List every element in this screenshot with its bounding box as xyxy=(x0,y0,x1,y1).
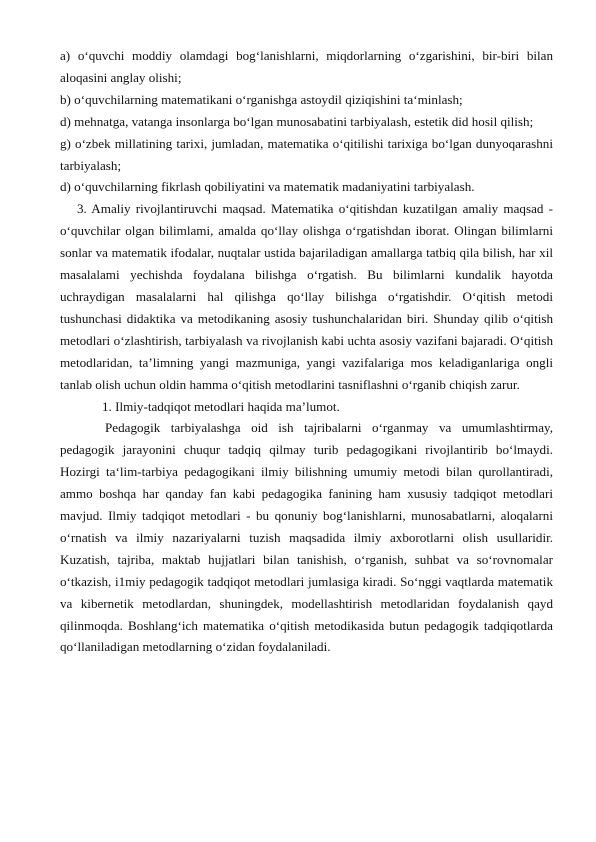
paragraph-research-methods: Pedagogik tarbiyalashga oid ish tajribalarni o‘rganmay va umumlashtirmay, pedagogik jarayonini chuqur tadqiq qilmay turib pedagogikani rivojlantirib bo‘lmaydi. Hozirgi ta‘lim-tarbiya pedagogikani ilmiy bilishning umumiy metodi bilan qurollantiradi, ammo boshqa har qanday fan kabi pedagogika fanining ham xususiy tadqiqot metodlari mavjud. Ilmiy tadqiqot metodlari - bu qonuniy bog‘lanishlarni, munosabatlarni, aloqalarni o‘rnatish va ilmiy nazariyalarni tuzish maqsadida ilmiy axborotlarni olish usullaridir. Kuzatish, tajriba, maktab hujjatlari bilan tanishish, o‘rganish, suhbat va so‘rovnomalar o‘tkazish, i1miy pedagogik tadqiqot metodlari jumlasiga kiradi. So‘nggi vaqtlarda matematik va kibernetik metodlardan, shuningdek, modellashtirish metodlaridan foydalanish qayd qilinmoqda. Boshlang‘ich matematika o‘qitish metodikasida butun pedagogik tadqiqotlarda qo‘llaniladigan metodlarning o‘zidan foydalaniladi. xyxy=(60,420,553,655)
paragraph-practical-goal: 3. Amaliy rivojlantiruvchi maqsad. Matematika o‘qitishdan kuzatilgan amaliy maqsad - o‘quvchilar olgan bilimlami, amalda qo‘llay olishga o‘rgatishdan iborat. Olingan bilimlarni sonlar va matematik ifodalar, nuqtalar ustida bajariladigan amallarga tatbiq qila bilish, har xil masalalami yechishda foydalana bilishga o‘rgatish. Bu bilimlarni kundalik hayotda uchraydigan masalalarni hal qilishga qo‘llay bilishga o‘rgatishdir. O‘qitish metodi tushunchasi didaktika va metodikaning asosiy tushunchalaridan biri. Shunday qilib o‘qitish metodlari o‘zlashtirish, tarbiyalash va rivojlanish kabi uchta asosiy vazifani bajaradi. O‘qitish metodlaridan, ta’limning yangi mazmuniga, yangi vazifalariga mos keladiganlariga ongli tanlab olish uchun oldin hamma o‘qitish metodlarini tasniflashni o‘rganib chiqish zarur. xyxy=(60,201,553,392)
section-heading: 1. Ilmiy-tadqiqot metodlari haqida ma’lumot. xyxy=(102,398,340,414)
list-item-b: b) o‘quvchilarning matematikani o‘rganishga astoydil qiziqishini ta‘minlash; xyxy=(60,91,463,107)
list-item-g: g) o‘zbek millatining tarixi, jumladan, matematika o‘qitilishi tarixiga bo‘lgan dunyoqarashni tarbiyalash; xyxy=(60,135,553,173)
list-item-d-first: d) mehnatga, vatanga insonlarga bo‘lgan munosabatini tarbiyalash, estetik did hosil qilish; xyxy=(60,113,534,129)
list-item-d-second: d) o‘quvchilarning fikrlash qobiliyatini va matematik madaniyatini tarbiyalash. xyxy=(60,179,475,195)
document-page xyxy=(60,45,553,658)
list-item-a: a) o‘quvchi moddiy olamdagi bog‘lanishlarni, miqdorlarning o‘zgarishini, bir-biri bilan aloqasini anglay olishi; xyxy=(60,48,553,85)
